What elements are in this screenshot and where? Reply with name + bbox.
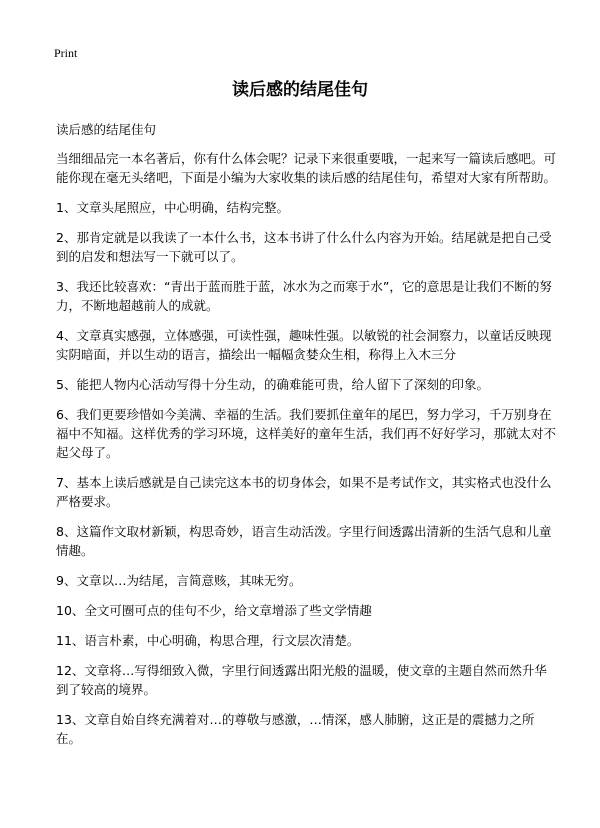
list-item: 10、全文可圈可点的佳句不少，给文章增添了些文学情趣 [56,603,372,618]
list-item: 6、我们更要珍惜如今美满、幸福的生活。我们要抓住童年的尾巴，努力学习，千万别身在福中不知福。这样优秀的学习环境，这样美好的童年生活，我们再不好好学习，那就太对不起父母了。 [56,407,557,460]
list-item: 2、那肯定就是以我读了一本什么书，这本书讲了什么什么内容为开始。结尾就是把自己受到的启发和想法写一下就可以了。 [56,230,552,264]
list-item: 11、语言朴素，中心明确，构思合理，行文层次清楚。 [56,633,360,648]
list-item: 5、能把人物内心活动写得十分生动，的确难能可贵，给人留下了深刻的印象。 [56,377,489,392]
list-item: 12、文章将…写得细致入微，字里行间透露出阳光般的温暖，使文章的主题自然而然升华到了较高的境界。 [56,663,547,697]
page-title: 读后感的结尾佳句 [232,80,368,100]
list-item: 9、文章以…为结尾，言简意赅，其味无穷。 [56,573,302,588]
list-item: 7、基本上读后感就是自己读完这本书的切身体会，如果不是考试作文，其实格式也没什么严格要求。 [56,475,552,509]
list-item: 3、我还比较喜欢：“青出于蓝而胜于蓝，冰水为之而寒于水”，它的意思是让我们不断的努力，不断地超越前人的成就。 [56,279,552,313]
print-link[interactable]: Print [54,46,78,60]
document-body [56,120,556,759]
list-item: 13、文章自始自终充满着对…的尊敬与感激，…情深，感人肺腑，这正是的震撼力之所在。 [56,712,535,746]
document-subtitle: 读后感的结尾佳句 [56,122,157,137]
list-item: 8、这篇作文取材新颖，构思奇妙，语言生动活泼。字里行间透露出清新的生活气息和儿童情趣。 [56,524,552,558]
intro-paragraph: 当细细品完一本名著后，你有什么体会呢？记录下来很重要哦，一起来写一篇读后感吧。可能你现在毫无头绪吧，下面是小编为大家收集的读后感的结尾佳句，希望对大家有所帮助。 [56,151,557,185]
list-item: 1、文章头尾照应，中心明确，结构完整。 [56,200,289,215]
list-item: 4、文章真实感强，立体感强，可读性强，趣味性强。以敏锐的社会洞察力，以童话反映现实阴暗面，并以生动的语言，描绘出一幅幅贪婪众生相，称得上入木三分 [56,328,552,362]
